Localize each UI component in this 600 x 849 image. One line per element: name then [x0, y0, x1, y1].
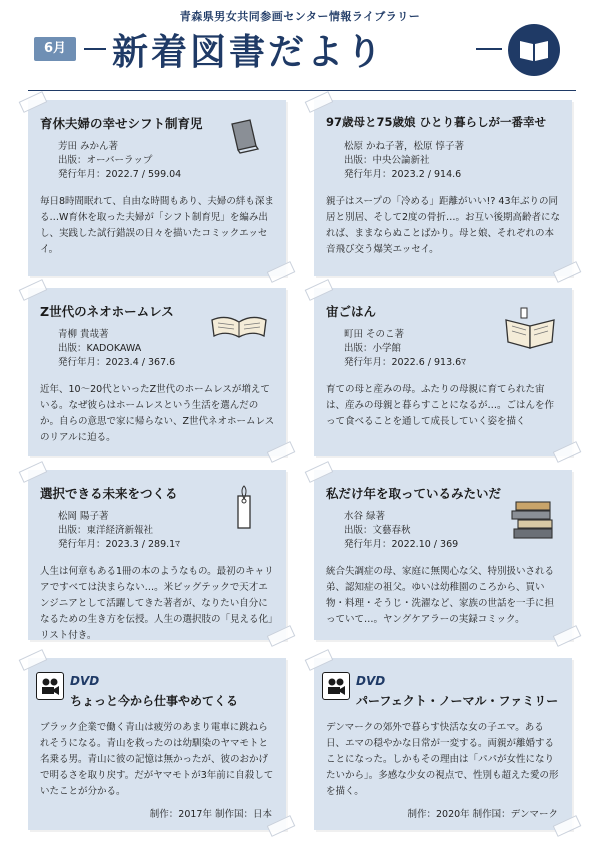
- tape-decoration: [553, 441, 582, 463]
- book-author: 水谷 緑著: [344, 511, 386, 522]
- book-badge-icon: [508, 24, 560, 76]
- book-author: 町田 そのこ著: [344, 329, 405, 340]
- book-publisher: 出版：KADOKAWA: [58, 343, 142, 354]
- book-description: 近年、10～20代といったZ世代のホームレスが増えている。なぜ彼らはホームレスという生活を選んだのか。自らの意思で家に帰らない、Z世代ネオホームレスのリアルに迫る。: [40, 384, 275, 443]
- book-published: 発行年月：2023.4 / 367.6: [58, 357, 176, 368]
- dvd-production: 制作：2020年 制作国：デンマーク: [407, 809, 558, 820]
- open-book-icon: [208, 310, 270, 342]
- dvd-card-2: [314, 658, 572, 830]
- book-published: 発行年月：2023.2 / 914.6: [344, 169, 462, 180]
- header-rule: [28, 90, 576, 91]
- book-publisher: 出版：中央公論新社: [344, 155, 430, 166]
- tape-decoration: [305, 461, 334, 483]
- dvd-description: デンマークの郊外で暮らす快活な女の子エマ。ある日、エマの穏やかな日常が一変する。両親が離婚することになった。しかもその理由は「パパが女性になりたいから」。多感な少女の視点で、性別も超えた愛の形を描く。: [326, 722, 559, 797]
- book-card-4: [314, 288, 572, 456]
- book-author: 松原 かね子著，松原 惇子著: [344, 141, 465, 152]
- month-badge: 6月: [34, 37, 76, 61]
- organization-name: 青森県男女共同参画センター情報ライブラリー: [179, 10, 421, 23]
- book-author: 松岡 陽子著: [58, 511, 109, 522]
- book-publisher: 出版：小学館: [344, 343, 402, 354]
- dvd-title: ちょっと今から仕事やめてくる: [70, 694, 239, 708]
- book-card-1: [28, 100, 286, 276]
- book-description: 人生は何章もある1冊の本のようなもの。最初のキャリアですべては決まらない…。米ビッグテックで天才エンジニアとして活躍してきた著者が、なりたい自分になるための生き方を伝授。人生の選択肢の「見える化」リスト付き。: [40, 566, 274, 641]
- book-card-5: [28, 470, 286, 640]
- book-author: 芳田 みかん著: [58, 141, 119, 152]
- tape-decoration: [305, 279, 334, 301]
- tape-decoration: [19, 91, 48, 113]
- book-publisher: 出版：東洋経済新報社: [58, 525, 154, 536]
- page-title: 新着図書だより: [112, 32, 386, 73]
- standing-book-icon: [500, 306, 560, 352]
- book-description: 毎日8時間眠れて、自由な時間もあり、夫婦の絆も深まる…W育休を取った夫婦が「シフト制育児」を編み出し、実践した試行錯誤の日々を描いたコミックエッセイ。: [40, 196, 274, 255]
- book-title: 97歳母と75歳娘 ひとり暮らしが一番幸せ: [326, 115, 547, 129]
- book-title: 宙ごはん: [326, 304, 377, 319]
- book-description: 育ての母と産みの母。ふたりの母親に育てられた宙は、産みの母親と暮らすことになるが…。ごはんを作って食べることを通して成長していく姿を描く: [326, 384, 555, 427]
- tape-decoration: [553, 625, 582, 647]
- tape-decoration: [267, 261, 296, 283]
- book-description: 統合失調症の母、家庭に無関心な父、特別扱いされる弟、認知症の祖父。ゆいは幼稚園のころから、買い物・料理・そうじ・洗濯など、家族の世話を一手に担っていて…。ヤングケアラーの実録コミック。: [326, 566, 555, 625]
- dvd-card-1: [28, 658, 286, 830]
- dvd-production: 制作：2017年 制作国：日本: [149, 809, 272, 820]
- dvd-label: DVD: [70, 674, 100, 688]
- film-camera-icon: [322, 672, 350, 700]
- closed-book-icon: [224, 116, 264, 156]
- book-stack-icon: [510, 498, 558, 542]
- tape-decoration: [305, 91, 334, 113]
- book-published: 発行年月：2022.7 / 599.04: [58, 169, 182, 180]
- tape-decoration: [305, 649, 334, 671]
- book-description: 親子はスープの「冷める」距離がいい!? 43年ぶりの同居と別居、そして2度の骨折…。お互い後期高齢者になれば、ままならぬことばかり。母と娘、それぞれの本音飛び交う爆笑エッセイ。: [326, 196, 561, 255]
- book-card-6: [314, 470, 572, 640]
- dvd-title: パーフェクト・ノーマル・ファミリー: [356, 694, 559, 708]
- tape-decoration: [19, 649, 48, 671]
- film-camera-icon: [36, 672, 64, 700]
- book-title: Z世代のネオホームレス: [40, 304, 174, 319]
- book-card-2: [314, 100, 572, 276]
- tape-decoration: [19, 461, 48, 483]
- book-published: 発行年月：2023.3 / 289.1ﾏ: [58, 539, 180, 550]
- dvd-label: DVD: [356, 674, 386, 688]
- tape-decoration: [19, 279, 48, 301]
- book-author: 青柳 貴哉著: [58, 329, 109, 340]
- book-title: 育休夫婦の幸せシフト制育児: [40, 116, 203, 131]
- title-deco-right: [476, 48, 502, 50]
- title-deco-left: [84, 48, 106, 50]
- bookmark-icon: [232, 484, 256, 532]
- dvd-description: ブラック企業で働く青山は疲労のあまり電車に跳ねられそうになる。青山を救ったのは幼馴染のヤマモトと名乗る男。青山に彼の記憶は無かったが、彼のおかげで明るさを取り戻す。だがヤマモトが3年前に自殺していたことが分かる。: [40, 722, 274, 797]
- book-title: 私だけ年を取っているみたいだ: [326, 486, 502, 501]
- book-publisher: 出版：文藝春秋: [344, 525, 411, 536]
- book-card-3: [28, 288, 286, 456]
- book-title: 選択できる未来をつくる: [40, 486, 178, 501]
- book-publisher: 出版：オーバーラップ: [58, 155, 153, 166]
- tape-decoration: [553, 261, 582, 283]
- book-published: 発行年月：2022.10 / 369: [344, 539, 459, 550]
- book-published: 発行年月：2022.6 / 913.6ﾏ: [344, 357, 466, 368]
